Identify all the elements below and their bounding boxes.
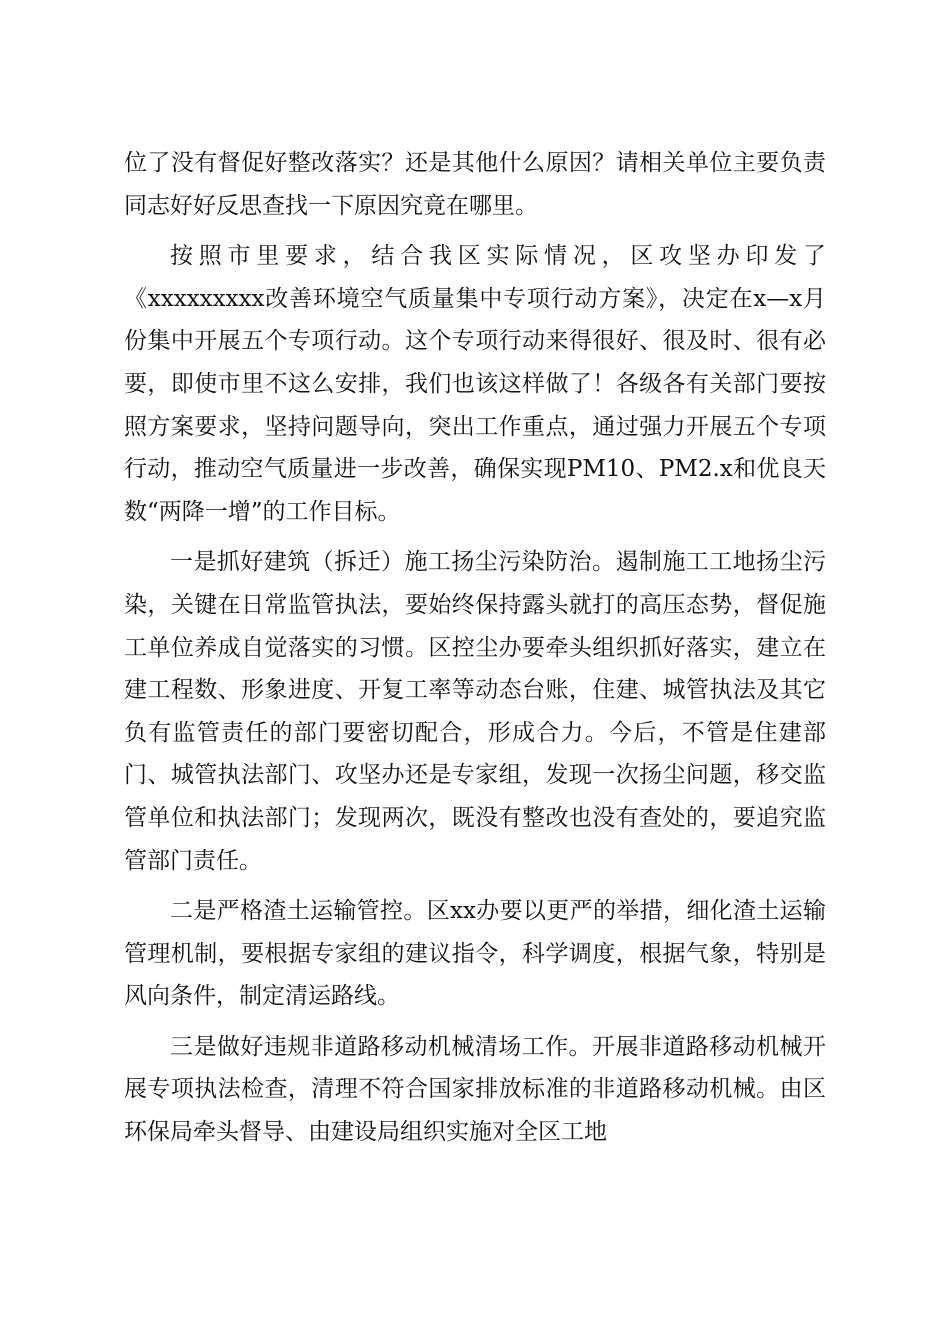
paragraph-4-text: 区xx办要以更严的举措，细化渣土运输管理机制，要根据专家组的建议指令，科学调度，根据气象，特别是风向条件，制定清运路线。 — [124, 898, 826, 1010]
paragraph-2 — [124, 235, 826, 533]
paragraph-4-lead: 二是严格渣土运输管控。 — [170, 898, 427, 925]
paragraph-5 — [124, 1026, 826, 1154]
paragraph-4 — [124, 890, 826, 1018]
paragraph-5-text: 开展非道路移动机械开展专项执法检查，清理不符合国家排放标准的非道路移动机械。由区环保局牵头督导、由建设局组织实施对全区工地 — [124, 1033, 827, 1146]
paragraph-1-text: 位了没有督促好整改落实？还是其他什么原因？请相关单位主要负责同志好好反思查找一下原因究竟在哪里。 — [124, 150, 826, 219]
paragraph-3-text: 遏制施工工地扬尘污染，关键在日常监管执法，要始终保持露头就打的高压态势，督促施工单位养成自觉落实的习惯。区控尘办要牵头组织抓好落实，建立在建工程数、形象进度、开复工率等动态台账，住建、城管执法及其它负有监管责任的部门要密切配合，形成合力。今后，不管是住建部门、城管执法部门、攻坚办还是专家组，发现一次扬尘问题，移交监管单位和执法部门；发现两次，既没有整改也没有查处的，要追究监管部门责任。 — [124, 549, 827, 874]
paragraph-1 — [124, 142, 826, 227]
document-body — [124, 142, 826, 1154]
paragraph-3 — [124, 541, 826, 882]
paragraph-5-lead: 三是做好违规非道路移动机械清场工作。 — [170, 1033, 592, 1060]
paragraph-2-text: 按照市里要求，结合我区实际情况，区攻坚办印发了《xxxxxxxxx改善环境空气质量集中专项行动方案》，决定在x—x月份集中开展五个专项行动。这个专项行动来得很好、很及时、很有必要，即使市里不这么安排，我们也该这样做了！各级各有关部门要按照方案要求，坚持问题导向，突出工作重点，通过强力开展五个专项行动，推动空气质量进一步改善，确保实现PM10、PM2.x和优良天数“两降一增”的工作目标。 — [124, 243, 826, 525]
paragraph-3-lead: 一是抓好建筑（拆迁）施工扬尘污染防治。 — [170, 549, 616, 576]
